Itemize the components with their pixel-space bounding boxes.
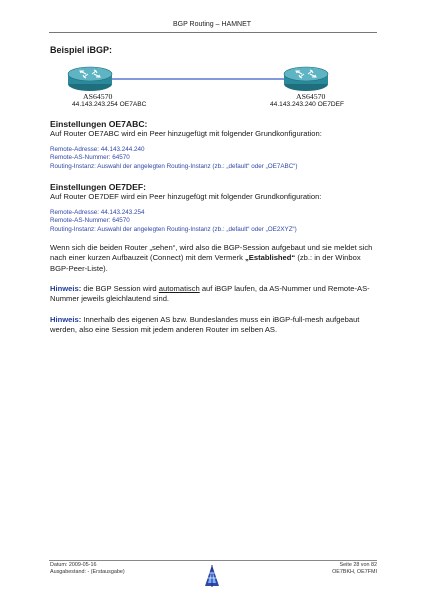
hamnet-logo-icon [203, 564, 221, 588]
footer-right [332, 562, 377, 576]
right-router-as: AS64570 [296, 92, 326, 101]
left-router-ip: 44.143.243.254 OE7ABC [72, 101, 147, 108]
config-remote-address: Remote-Adresse: 44.143.244.240 [50, 146, 145, 153]
page-header [0, 21, 424, 28]
config-remote-address: Remote-Adresse: 44.143.243.254 [50, 209, 145, 216]
router-icon-left [68, 67, 112, 91]
config-routing-instance: Routing-Instanz: Auswahl der angelegten Routing-Instanz (zb.: „default“ oder „OE2XYZ“) [50, 225, 297, 233]
config-routing-instance: Routing-Instanz: Auswahl der angelegten Routing-Instanz (zb.: „default“ oder „OE7ABC“) [50, 162, 298, 170]
right-router-ip: 44.143.243.240 OE7DEF [270, 101, 345, 108]
left-router-as: AS64570 [83, 92, 113, 101]
section-abc-intro: Auf Router OE7ABC wird ein Peer hinzugefügt mit folgender Grundkonfiguration: [50, 129, 322, 138]
hint-label: Hinweis: [50, 315, 82, 324]
hint-label: Hinweis: [50, 284, 82, 293]
session-established: „Established“ [245, 253, 296, 263]
session-text-before: Wenn sich die beiden Router „sehen“, wird also die BGP-Session aufgebaut und sie meldet sich nach einer kurzen Aufbauzeit (Connect) mit dem Vermerk [50, 243, 373, 263]
footer-left [50, 562, 125, 576]
hint-full-mesh [50, 315, 380, 336]
section-def-config [50, 209, 297, 234]
footer-date: Datum: 2009-05-16 [50, 562, 97, 568]
hint-text-before: die BGP Session wird [81, 284, 159, 293]
bgp-diagram [50, 62, 380, 112]
footer-edition: Ausgabestand: - (Erstausgabe) [50, 569, 125, 576]
header-title: BGP Routing – HAMNET [172, 21, 252, 28]
router-icon-right [284, 67, 328, 91]
session-paragraph [50, 243, 380, 274]
session-text-after: (zb.: in der Winbox BGP-Peer-Liste). [50, 253, 361, 273]
section-abc-title: Einstellungen OE7ABC: [50, 119, 148, 129]
section-def-intro: Auf Router OE7DEF wird ein Peer hinzugefügt mit folgender Grundkonfiguration: [50, 192, 322, 201]
footer-rule [49, 560, 377, 561]
section-abc-config [50, 146, 297, 171]
hint-text: Innerhalb des eigenen AS bzw. Bundeslandes muss ein iBGP-full-mesh aufgebaut werden, also eine Session mit jedem anderen Router im selben AS. [50, 315, 360, 335]
example-title: Beispiel iBGP: [50, 45, 113, 55]
footer-authors: OE7BKH, OE7FMI [332, 569, 377, 576]
footer-page: Seite 28 von 82 [339, 562, 377, 568]
hint-underlined: automatisch [158, 284, 200, 293]
section-def-title: Einstellungen OE7DEF: [50, 182, 146, 192]
hint-text-after: auf iBGP laufen, da AS-Nummer und Remote-AS-Nummer jeweils gleichlautend sind. [50, 284, 370, 304]
config-remote-as: Remote-AS-Nummer: 64570 [50, 154, 130, 162]
header-rule [49, 32, 377, 33]
config-remote-as: Remote-AS-Nummer: 64570 [50, 217, 130, 225]
hint-automatic [50, 284, 380, 305]
